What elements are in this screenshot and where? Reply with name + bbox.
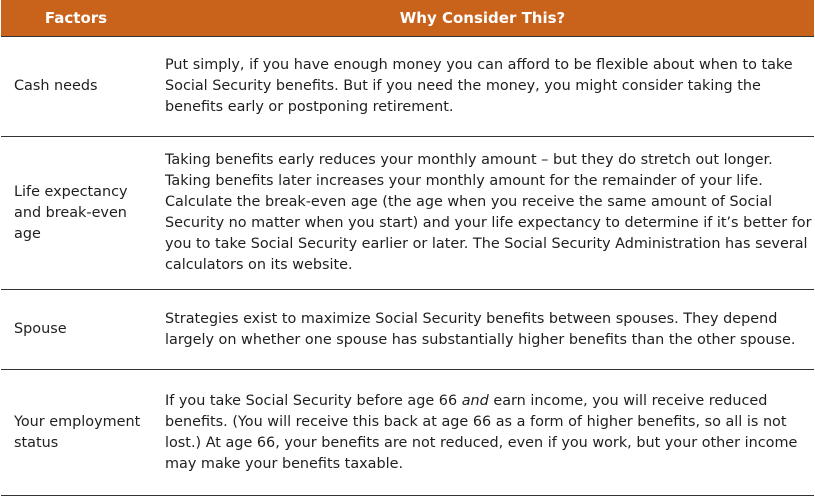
header-why-consider: Why Consider This? xyxy=(151,0,814,37)
table-row xyxy=(1,290,814,370)
why-spouse: Strategies exist to maximize Social Security benefits between spouses. They depend largely on whether one spouse has substantially higher benefits than the other spouse. xyxy=(151,290,814,370)
why-life-expectancy: Taking benefits early reduces your monthly amount – but they do stretch out longer. Taking benefits later increases your monthly amount for the remainder of your life. Calculate the break-even age (the age when you receive the same amount of Social Security no matter when you start) and your life expectancy to determine if it’s better for you to take Social Security earlier or later. The Social Security Administration has several calculators on its website. xyxy=(151,137,814,290)
factor-spouse: Spouse xyxy=(1,290,151,370)
factors-table xyxy=(1,0,814,496)
table-row xyxy=(1,370,814,496)
why-employment-emphasis: and xyxy=(461,392,489,409)
table-row xyxy=(1,137,814,290)
table-row xyxy=(1,37,814,137)
factor-life-expectancy: Life expectancy and break-even age xyxy=(1,137,151,290)
factor-cash-needs: Cash needs xyxy=(1,37,151,137)
why-employment-text-after: earn income, you will receive reduced benefits. (You will receive this back at age 66 as a form of higher benefits, so all is not lost.) At age 66, your benefits are not reduced, even if you work, but your other income may make your benefits taxable. xyxy=(165,392,798,472)
header-factors: Factors xyxy=(1,0,151,37)
table-header-row xyxy=(1,0,814,37)
why-cash-needs: Put simply, if you have enough money you can afford to be flexible about when to take Social Security benefits. But if you need the money, you might consider taking the benefits early or postponing retirement. xyxy=(151,37,814,137)
factor-employment-status: Your employment status xyxy=(1,370,151,496)
why-employment-status xyxy=(151,370,814,496)
why-employment-text-before: If you take Social Security before age 66 xyxy=(165,392,462,409)
